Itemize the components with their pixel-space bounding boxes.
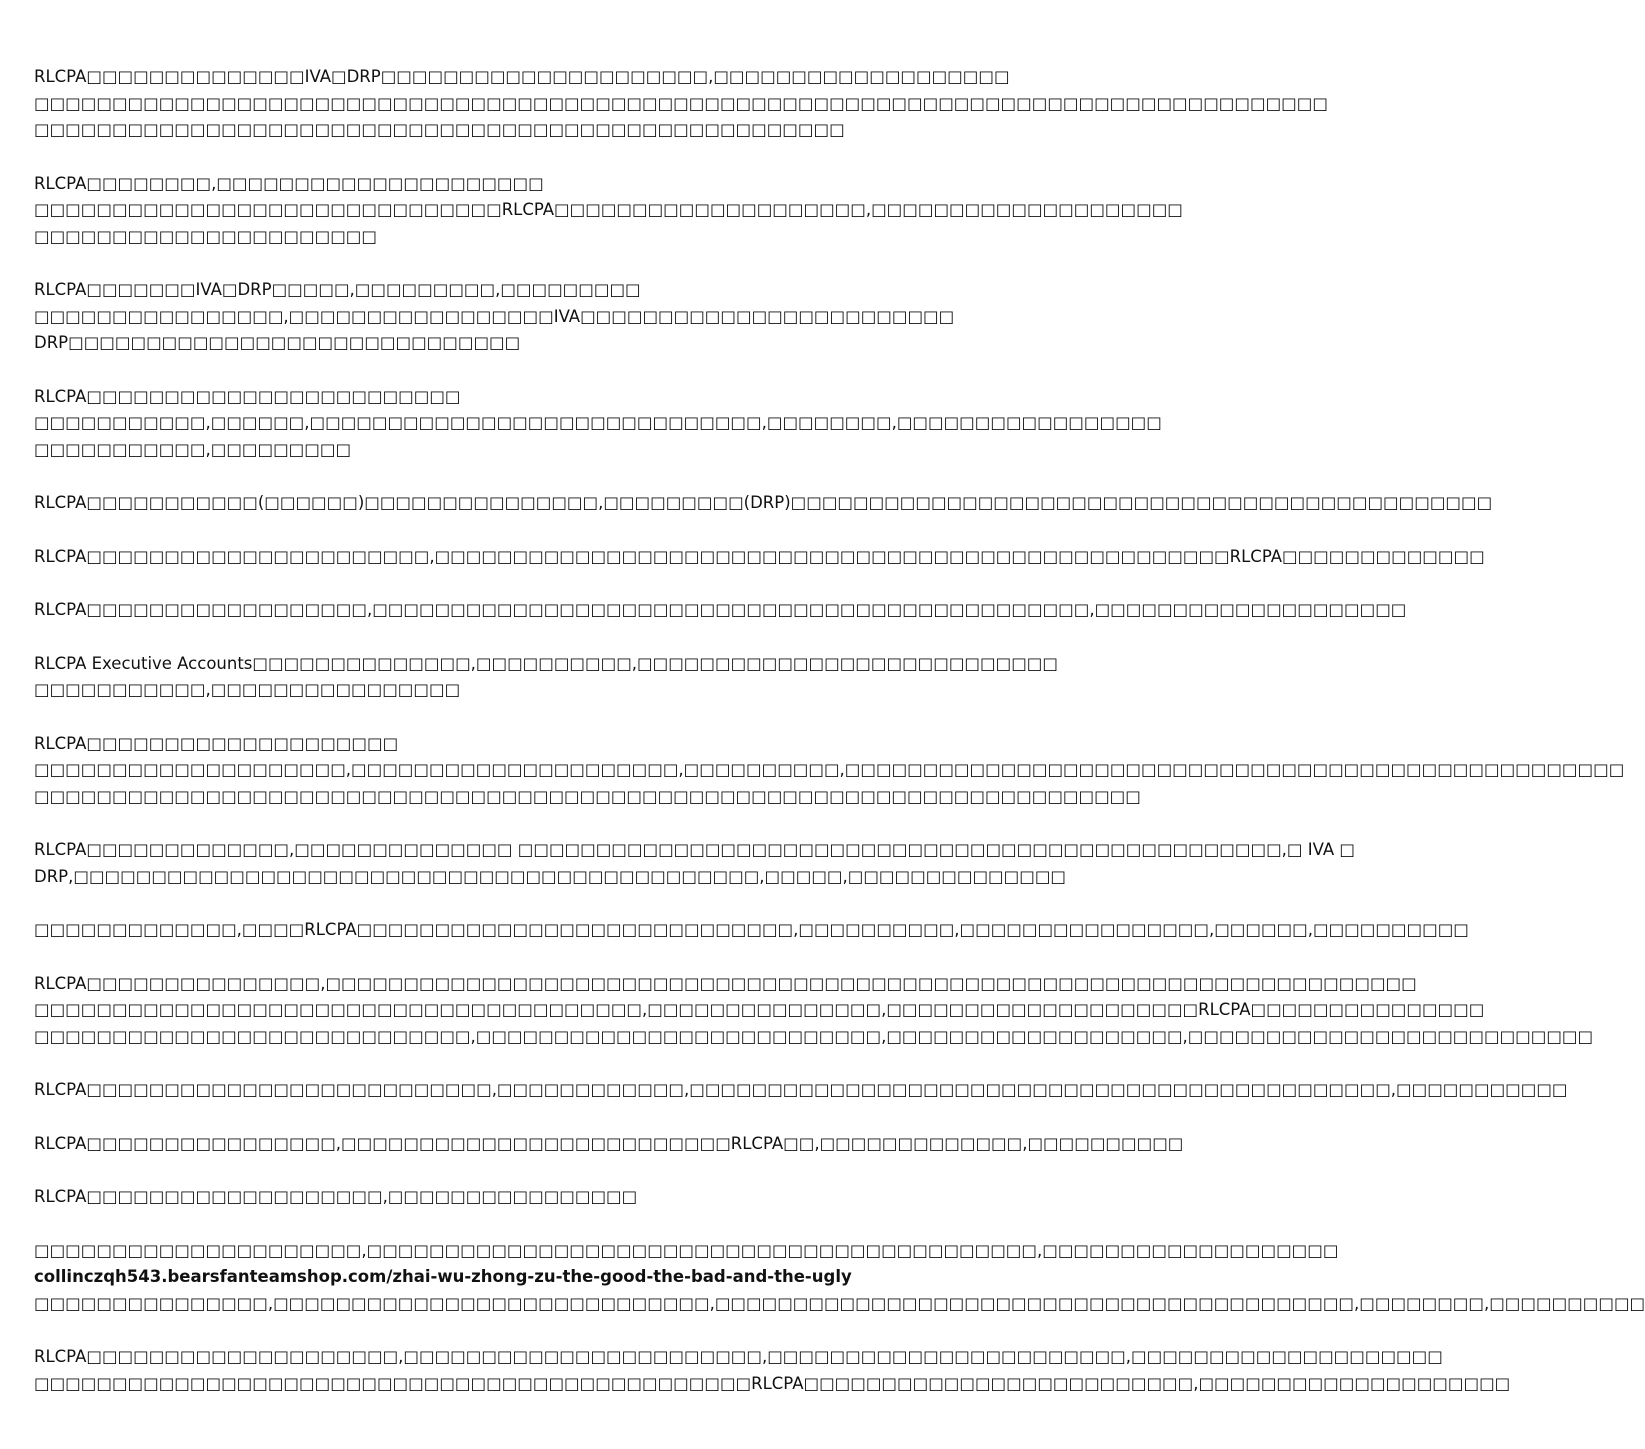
paragraph-13 [34, 1077, 1568, 1104]
text-line: □□□□□□□□□□□□□,□□□□RLCPA□□□□□□□□□□□□□□□□□□□□□□□□□□□□,□□□□□□□□□□,□□□□□□□□□□□□□□□□,□□□□□□,□□□□□□□□□□ [34, 920, 1469, 939]
paragraph-12 [34, 971, 1594, 1051]
text-line: RLCPA□□□□□□□□□□□□□□□□□□,□□□□□□□□□□□□□□□□□□□□□□□□□□□□□□□□□□□□□□□□□□□□□□,□□□□□□□□□□□□□□□□□□□□ [34, 600, 1407, 619]
text-line: DRP,□□□□□□□□□□□□□□□□□□□□□□□□□□□□□□□□□□□□□□□□□□□□,□□□□□,□□□□□□□□□□□□□□ [34, 866, 1066, 886]
text-line: □□□□□□□□□□□□□□□□□□□□□□□□□□□□□□□□□□□□□□□□□□□□□□□□□□□□□□□□□□□□□□□□□□□□□□□□□□□□□□□□□□□ [34, 93, 1328, 113]
text-line: RLCPA□□□□□□□□□□□(□□□□□□)□□□□□□□□□□□□□□□,□□□□□□□□□(DRP)□□□□□□□□□□□□□□□□□□□□□□□□□□□□□□□□□□□□□□□□□□□□□ [34, 493, 1493, 512]
text-line: □□□□□□□□□□□□□□□□□□□□□□□□□□□□□□RLCPA□□□□□□□□□□□□□□□□□□□□,□□□□□□□□□□□□□□□□□□□□ [34, 200, 1183, 219]
text-line: RLCPA□□□□□□□IVA□DRP□□□□□,□□□□□□□□□,□□□□□□□□□ [34, 280, 641, 299]
paragraph-7 [34, 597, 1407, 624]
paragraph-10 [34, 837, 1355, 890]
paragraph-3 [34, 277, 990, 357]
paragraph-1 [34, 64, 1328, 144]
paragraph-4 [34, 384, 1162, 464]
paragraph-15 [34, 1184, 990, 1211]
text-line: RLCPA□□□□□□□□□□□□□□□□□□□□,□□□□□□□□□□□□□□□□□□□□□□□,□□□□□□□□□□□□□□□□□□□□□□□,□□□□□□□□□□□□□□□□□□□□ [34, 1347, 1443, 1366]
text-line: □□□□□□□□□□□□□□□□□□□□□□□□□□□□,□□□□□□□□□□□□□□□□□□□□□□□□□□,□□□□□□□□□□□□□□□□□□□,□□□□□□□□□□□□□□□□□□□□□□□□□□ [34, 1026, 1594, 1046]
paragraph-11 [34, 917, 1469, 944]
paragraph-5 [34, 490, 1493, 517]
text-line: RLCPA□□□□□□□□□□□□□□□□□□□□□□□□ [34, 386, 461, 406]
text-line: RLCPA□□□□□□□□□□□□□□□□□□□□ [34, 733, 399, 753]
text-line: □□□□□□□□□□□□□□□□□□□□□□ [34, 226, 377, 246]
text-line: RLCPA□□□□□□□□□□□□□,□□□□□□□□□□□□□□ □□□□□□□□□□□□□□□□□□□□□□□□□□□□□□□□□□□□□□□□□□□□□□□□□,□ IVA □ [34, 840, 1355, 859]
text-line: □□□□□□□□□□□□□□□□□□□□□□□□□□□□□□□□□□□□□□□□□□□□□□□□□□□□ [34, 120, 845, 139]
text-line: □□□□□□□□□□□□□□□□□□□□□□□□□□□□□□□□□□□□□□□□□□□□□□□□□□□□□□□□□□□□□□□□□□□□□□□ [34, 786, 1141, 806]
text-line: RLCPA□□□□□□□□□□□□□□IVA□DRP□□□□□□□□□□□□□□□□□□□□□,□□□□□□□□□□□□□□□□□□□ [34, 67, 1010, 86]
text-line: □□□□□□□□□□□□□□□□,□□□□□□□□□□□□□□□□□IVA□□□□□□□□□□□□□□□□□□□□□□□□ [34, 306, 955, 326]
text-line: □□□□□□□□□□□□□□□□□□□□□,□□□□□□□□□□□□□□□□□□□□□□□□□□□□□□□□□□□□□□□□□□□,□□□□□□□□□□□□□□□□□□□ [34, 1240, 1339, 1260]
bold-link[interactable]: collinczqh543.bearsfanteamshop.com/zhai-wu-zhong-zu-the-good-the-bad-and-the-ugly [34, 1267, 852, 1286]
text-line: RLCPA□□□□□□□□,□□□□□□□□□□□□□□□□□□□□□ [34, 173, 544, 193]
text-line: □□□□□□□□□□□□□□□,□□□□□□□□□□□□□□□□□□□□□□□□□□□□,□□□□□□□□□□□□□□□□□□□□□□□□□□□□□□□□□□□□□□□□□,□□□□□□□□,□□□□□□□□□□ [34, 1293, 1645, 1313]
paragraph-2 [34, 171, 1183, 251]
text-line: DRP□□□□□□□□□□□□□□□□□□□□□□□□□□□□□ [34, 333, 521, 352]
document-body [34, 64, 1645, 1424]
paragraph-6 [34, 544, 1485, 571]
paragraph-9 [34, 731, 1625, 811]
text-line: RLCPA□□□□□□□□□□□□□□□□□□□□□□□□□□,□□□□□□□□□□□□,□□□□□□□□□□□□□□□□□□□□□□□□□□□□□□□□□□□□□□□□□□□□□,□□□□□□□□□□□ [34, 1080, 1568, 1099]
text-line: RLCPA□□□□□□□□□□□□□□□□,□□□□□□□□□□□□□□□□□□□□□□□□□RLCPA□□,□□□□□□□□□□□□□,□□□□□□□□□□ [34, 1133, 1184, 1153]
text-line: □□□□□□□□□□□□□□□□□□□□□□□□□□□□□□□□□□□□□□□□□□□□□□RLCPA□□□□□□□□□□□□□□□□□□□□□□□□□,□□□□□□□□□□□□□□□□□□□□ [34, 1373, 1511, 1393]
paragraph-17 [34, 1344, 1511, 1397]
text-line: □□□□□□□□□□□,□□□□□□□□□□□□□□□□ [34, 680, 461, 699]
text-line: □□□□□□□□□□□,□□□□□□,□□□□□□□□□□□□□□□□□□□□□□□□□□□□□,□□□□□□□□,□□□□□□□□□□□□□□□□□ [34, 413, 1162, 432]
text-line: RLCPA Executive Accounts□□□□□□□□□□□□□□,□□□□□□□□□□,□□□□□□□□□□□□□□□□□□□□□□□□□□□ [34, 653, 1058, 673]
paragraph-8 [34, 651, 1058, 704]
text-line: RLCPA□□□□□□□□□□□□□□□□□□□□□□,□□□□□□□□□□□□□□□□□□□□□□□□□□□□□□□□□□□□□□□□□□□□□□□□□□□RLCPA□□□□□□□□□□□□□ [34, 546, 1485, 566]
text-line: RLCPA□□□□□□□□□□□□□□□□□□□,□□□□□□□□□□□□□□□□ [34, 1187, 638, 1206]
text-line: □□□□□□□□□□□□□□□□□□□□□□□□□□□□□□□□□□□□□□□,□□□□□□□□□□□□□□□,□□□□□□□□□□□□□□□□□□□□RLCPA□□□□□□□□□□□□□□□ [34, 1000, 1485, 1019]
text-line: RLCPA□□□□□□□□□□□□□□□,□□□□□□□□□□□□□□□□□□□□□□□□□□□□□□□□□□□□□□□□□□□□□□□□□□□□□□□□□□□□□□□□□□□□□□ [34, 973, 1417, 993]
text-line: □□□□□□□□□□□,□□□□□□□□□ [34, 439, 352, 459]
paragraph-16 [34, 1238, 1645, 1318]
text-line: □□□□□□□□□□□□□□□□□□□□,□□□□□□□□□□□□□□□□□□□□□,□□□□□□□□□□,□□□□□□□□□□□□□□□□□□□□□□□□□□□□□□□□□□□□□□□□□□□□□□□□□□ [34, 760, 1625, 779]
paragraph-14 [34, 1131, 1184, 1158]
